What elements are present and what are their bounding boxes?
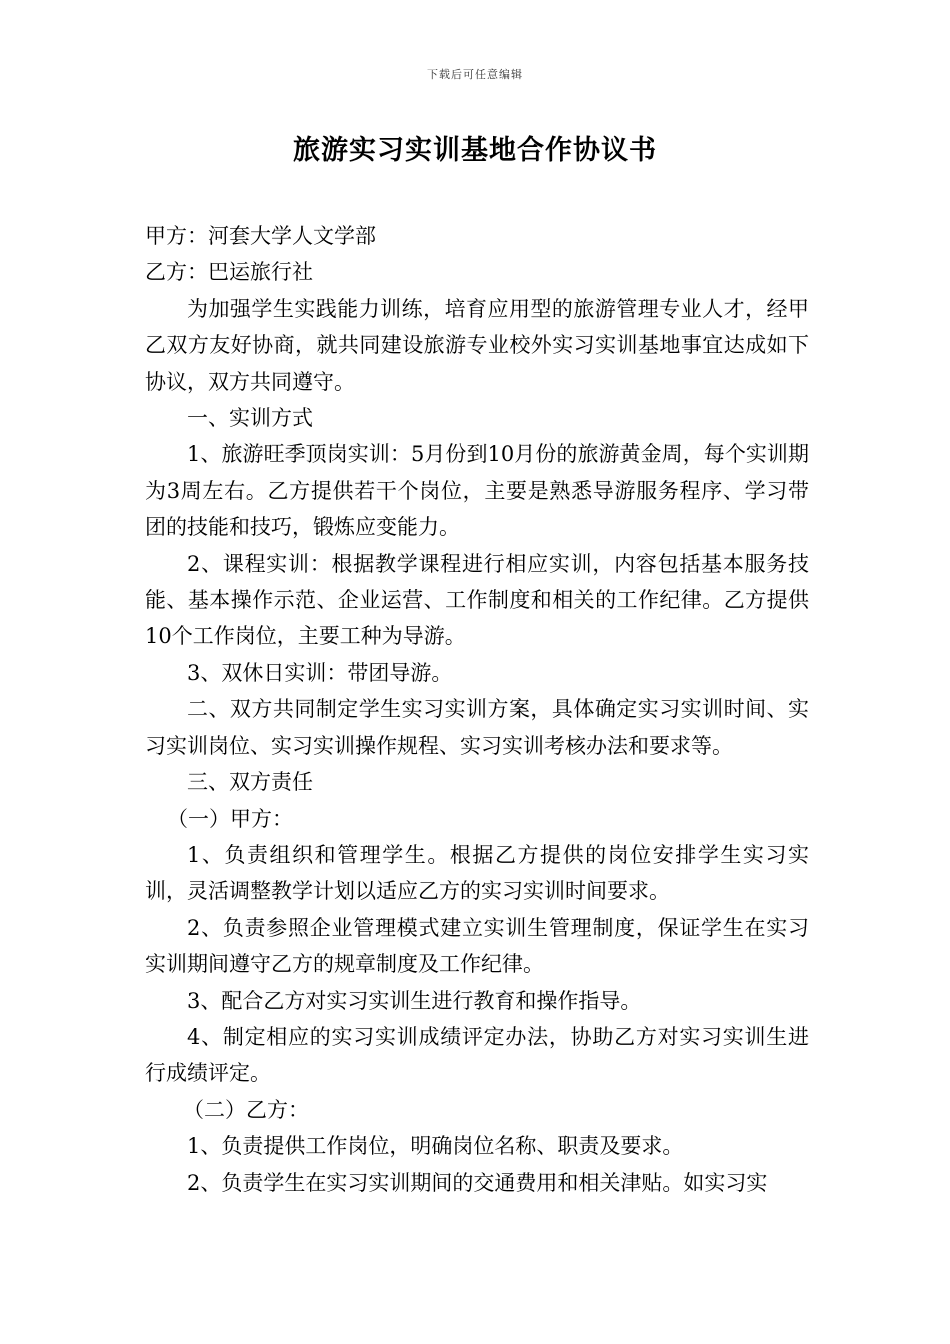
list-item: 3、双休日实训：带团导游。	[187, 660, 453, 685]
list-item: 1、负责提供工作岗位，明确岗位名称、职责及要求。	[187, 1134, 684, 1159]
section-heading-3: 三、双方责任	[187, 770, 313, 795]
subsection-heading-party-b: （二）乙方：	[183, 1097, 309, 1122]
party-b-line: 乙方：巴运旅行社	[145, 260, 313, 285]
list-item: 2、课程实训：根据教学课程进行相应实训，内容包括基本服务技能、基本操作示范、企业运营、工作制度和相关的工作纪律。乙方提供10个工作岗位，主要工种为导游。	[145, 551, 809, 649]
list-item: 3、配合乙方对实习实训生进行教育和操作指导。	[187, 988, 642, 1013]
list-item: 1、负责组织和管理学生。根据乙方提供的岗位安排学生实习实训，灵活调整教学计划以适应乙方的实习实训时间要求。	[145, 842, 809, 904]
list-item: 2、负责学生在实习实训期间的交通费用和相关津贴。如实习实	[187, 1170, 768, 1195]
list-item: 2、负责参照企业管理模式建立实训生管理制度，保证学生在实习实训期间遵守乙方的规章制度及工作纪律。	[145, 915, 809, 977]
list-item: 4、制定相应的实习实训成绩评定办法，协助乙方对实习实训生进行成绩评定。	[145, 1024, 809, 1086]
document-title: 旅游实习实训基地合作协议书	[293, 135, 657, 166]
preamble-paragraph: 为加强学生实践能力训练，培育应用型的旅游管理专业人才，经甲乙双方友好协商，就共同建设旅游专业校外实习实训基地事宜达成如下协议，双方共同遵守。	[145, 296, 809, 394]
party-a-line: 甲方：河套大学人文学部	[145, 224, 376, 248]
subsection-heading-party-a: （一）甲方：	[167, 806, 293, 831]
header-note: 下载后可任意编辑	[427, 68, 523, 81]
section-heading-1: 一、实训方式	[187, 406, 313, 431]
section-heading-2: 二、双方共同制定学生实习实训方案，具体确定实习实训时间、实习实训岗位、实习实训操作规程、实习实训考核办法和要求等。	[145, 697, 809, 758]
document-body	[145, 218, 809, 1201]
list-item: 1、旅游旺季顶岗实训：5月份到10月份的旅游黄金周，每个实训期为3周左右。乙方提供若干个岗位，主要是熟悉导游服务程序、学习带团的技能和技巧，锻炼应变能力。	[145, 442, 809, 540]
